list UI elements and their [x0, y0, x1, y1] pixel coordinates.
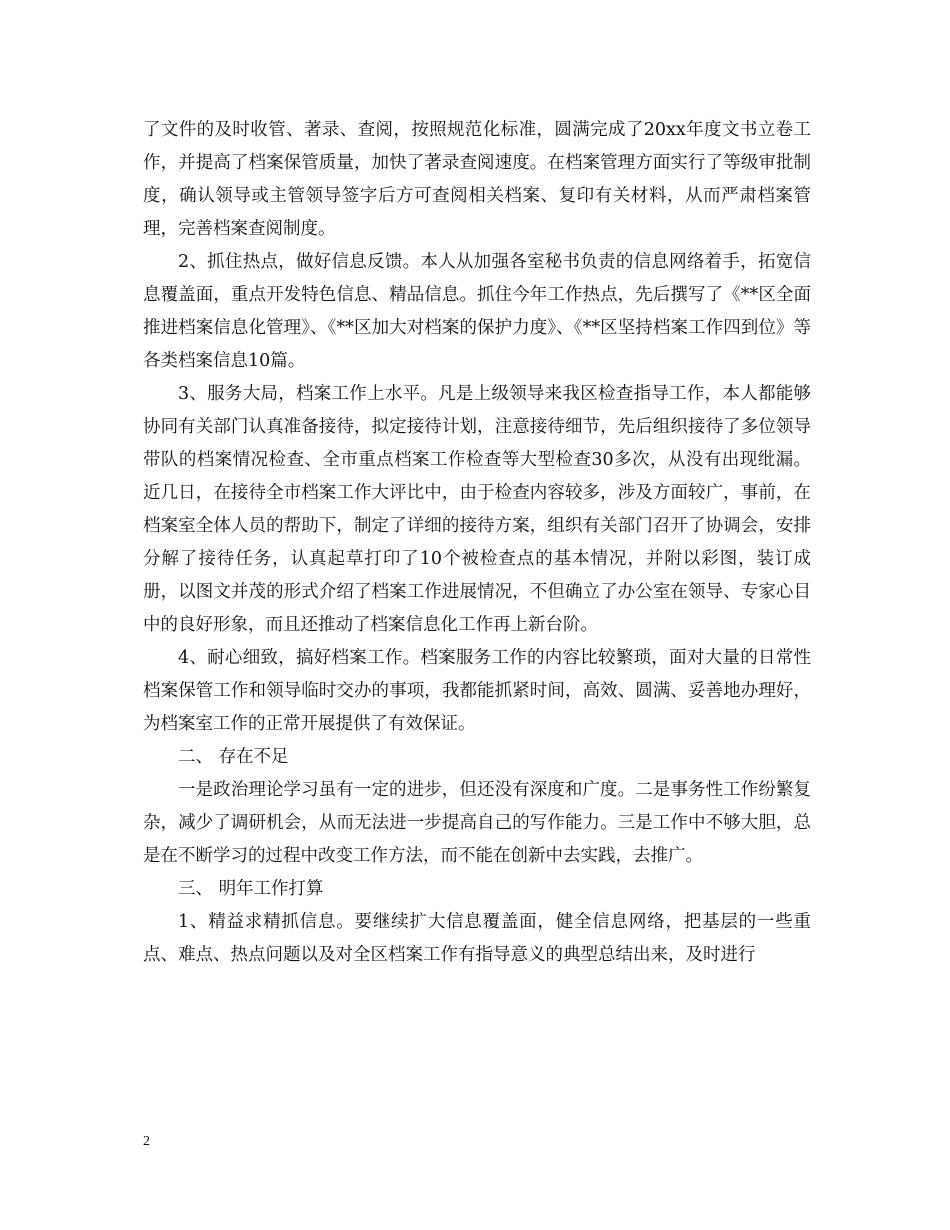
paragraph-shortcomings: 一是政治理论学习虽有一定的进步，但还没有深度和广度。二是事务性工作纷繁复杂，减少了调研机会，从而无法进一步提高自己的写作能力。三是工作中不够大胆，总是在不断学习的过程中改变工作方法，而不能在创新中去实践，去推广。 — [143, 780, 811, 866]
page-number: 2 — [143, 1134, 150, 1149]
paragraph-hot-topics: 2、抓住热点，做好信息反馈。本人从加强各室秘书负责的信息网络着手，拓宽信息覆盖面，重点开发特色信息、精品信息。抓住今年工作热点，先后撰写了《**区全面推进档案信息化管理》、《**区加大对档案的保护力度》、《**区坚持档案工作四到位》等各类档案信息10篇。 — [143, 252, 811, 371]
paragraph-patient-work: 4、耐心细致，搞好档案工作。档案服务工作的内容比较繁琐，面对大量的日常性档案保管工作和领导临时交办的事项，我都能抓紧时间，高效、圆满、妥善地办理好，为档案室工作的正常开展提供了有效保证。 — [143, 648, 811, 734]
paragraph-information: 1、精益求精抓信息。要继续扩大信息覆盖面，健全信息网络，把基层的一些重点、难点、热点问题以及对全区档案工作有指导意义的典型总结出来，及时进行 — [143, 912, 811, 965]
paragraph-serve-overall: 3、服务大局，档案工作上水平。凡是上级领导来我区检查指导工作，本人都能够协同有关部门认真准备接待，拟定接待计划，注意接待细节，先后组织接待了多位领导带队的档案情况检查、全市重点档案工作检查等大型检查30多次，从没有出现纰漏。近几日，在接待全市档案工作大评比中，由于检查内容较多，涉及方面较广，事前，在档案室全体人员的帮助下，制定了详细的接待方案，组织有关部门召开了协调会，安排分解了接待任务，认真起草打印了10个被检查点的基本情况，并附以彩图，装订成册，以图文并茂的形式介绍了档案工作进展情况，不但确立了办公室在领导、专家心目中的良好形象，而且还推动了档案信息化工作再上新台阶。 — [143, 384, 811, 635]
section-heading-next-year-plan: 三、 明年工作打算 — [178, 879, 324, 899]
paragraph-continuation: 了文件的及时收管、著录、查阅，按照规范化标准，圆满完成了20xx年度文书立卷工作，并提高了档案保管质量，加快了著录查阅速度。在档案管理方面实行了等级审批制度，确认领导或主管领导签字后方可查阅相关档案、复印有关材料，从而严肃档案管理，完善档案查阅制度。 — [143, 120, 811, 239]
document-body — [143, 114, 811, 972]
section-heading-shortcomings: 二、 存在不足 — [178, 747, 289, 767]
